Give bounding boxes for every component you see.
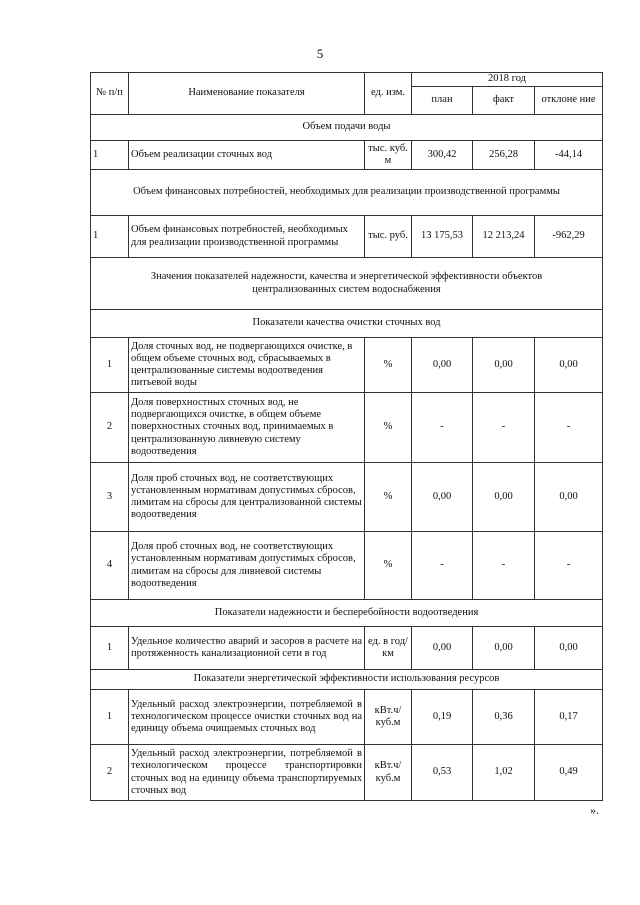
section-title: Показатели энергетической эффективности использования ресурсов — [91, 670, 603, 690]
table-row — [91, 216, 603, 258]
row-fact: 0,00 — [473, 463, 535, 532]
row-deviation: 0,00 — [535, 338, 603, 393]
section-row — [91, 670, 603, 690]
row-num: 4 — [91, 532, 129, 600]
table-row — [91, 627, 603, 670]
row-unit: тыс. руб. — [365, 216, 412, 258]
row-unit: % — [365, 393, 412, 463]
row-plan: 0,00 — [412, 627, 473, 670]
table-row — [91, 532, 603, 600]
section-title: Объем финансовых потребностей, необходимых для реализации производственной программы — [91, 170, 603, 216]
table-row — [91, 463, 603, 532]
section-row — [91, 310, 603, 338]
row-num: 1 — [91, 690, 129, 745]
row-name: Удельное количество аварий и засоров в расчете на протяженность канализационной сети в год — [129, 627, 365, 670]
row-num: 1 — [91, 141, 129, 170]
row-fact: 256,28 — [473, 141, 535, 170]
row-num: 1 — [91, 627, 129, 670]
section-row — [91, 115, 603, 141]
row-plan: 0,53 — [412, 745, 473, 801]
header-year: 2018 год — [412, 73, 603, 87]
row-deviation: -44,14 — [535, 141, 603, 170]
row-num: 3 — [91, 463, 129, 532]
header-unit: ед. изм. — [365, 73, 412, 115]
table-row — [91, 393, 603, 463]
row-fact: 0,00 — [473, 627, 535, 670]
header-num: № п/п — [91, 73, 129, 115]
row-plan: 300,42 — [412, 141, 473, 170]
row-plan: - — [412, 393, 473, 463]
row-unit: кВт.ч/ куб.м — [365, 690, 412, 745]
row-fact: 12 213,24 — [473, 216, 535, 258]
row-deviation: 0,00 — [535, 627, 603, 670]
row-plan: 0,00 — [412, 463, 473, 532]
row-plan: 0,00 — [412, 338, 473, 393]
row-name: Удельный расход электроэнергии, потребляемой в технологическом процессе транспортировки сточных вод на единицу объема транспортируемых сточных вод — [129, 745, 365, 801]
header-fact: факт — [473, 87, 535, 115]
section-title: Значения показателей надежности, качества и энергетической эффективности объектов централизованных систем водоснабжения — [91, 258, 603, 310]
row-deviation: - — [535, 532, 603, 600]
row-name: Объем реализации сточных вод — [129, 141, 365, 170]
table-row — [91, 141, 603, 170]
row-fact: - — [473, 532, 535, 600]
row-fact: 0,36 — [473, 690, 535, 745]
section-row — [91, 600, 603, 627]
row-num: 1 — [91, 338, 129, 393]
row-fact: 1,02 — [473, 745, 535, 801]
table-row — [91, 690, 603, 745]
row-unit: % — [365, 338, 412, 393]
header-plan: план — [412, 87, 473, 115]
row-name: Доля проб сточных вод, не соответствующих установленным нормативам допустимых сбросов, лимитам на сбросы для ливневой системы водоотведения — [129, 532, 365, 600]
row-name: Доля сточных вод, не подвергающихся очистке, в общем объеме сточных вод, сбрасываемых в централизованные системы водоотведения питьевой воды — [129, 338, 365, 393]
row-unit: % — [365, 463, 412, 532]
row-name: Доля поверхностных сточных вод, не подвергающихся очистке, в общем объеме поверхностных сточных вод, принимаемых в централизованную ливневую систему водоотведения — [129, 393, 365, 463]
closing-quote-mark: ». — [590, 803, 599, 817]
table-row — [91, 338, 603, 393]
header-name: Наименование показателя — [129, 73, 365, 115]
row-plan: 0,19 — [412, 690, 473, 745]
row-num: 2 — [91, 393, 129, 463]
header-deviation: отклоне ние — [535, 87, 603, 115]
row-name: Объем финансовых потребностей, необходимых для реализации производственной программы — [129, 216, 365, 258]
header-row-top — [91, 73, 603, 87]
page-number: 5 — [316, 46, 324, 61]
indicators-table — [90, 72, 603, 801]
row-deviation: 0,00 — [535, 463, 603, 532]
row-deviation: -962,29 — [535, 216, 603, 258]
section-row — [91, 258, 603, 310]
row-fact: 0,00 — [473, 338, 535, 393]
row-deviation: 0,17 — [535, 690, 603, 745]
row-unit: ед. в год/ км — [365, 627, 412, 670]
row-plan: - — [412, 532, 473, 600]
row-unit: тыс. куб. м — [365, 141, 412, 170]
row-deviation: - — [535, 393, 603, 463]
table-row — [91, 745, 603, 801]
row-plan: 13 175,53 — [412, 216, 473, 258]
row-name: Удельный расход электроэнергии, потребляемой в технологическом процессе очистки сточных вод на единицу объема очищаемых сточных вод — [129, 690, 365, 745]
row-num: 1 — [91, 216, 129, 258]
section-row — [91, 170, 603, 216]
row-unit: % — [365, 532, 412, 600]
section-title: Показатели надежности и бесперебойности водоотведения — [91, 600, 603, 627]
row-fact: - — [473, 393, 535, 463]
row-name: Доля проб сточных вод, не соответствующих установленным нормативам допустимых сбросов, лимитам на сбросы для централизованной системы водоотведения — [129, 463, 365, 532]
row-num: 2 — [91, 745, 129, 801]
row-unit: кВт.ч/ куб.м — [365, 745, 412, 801]
section-title: Объем подачи воды — [91, 115, 603, 141]
section-title: Показатели качества очистки сточных вод — [91, 310, 603, 338]
row-deviation: 0,49 — [535, 745, 603, 801]
